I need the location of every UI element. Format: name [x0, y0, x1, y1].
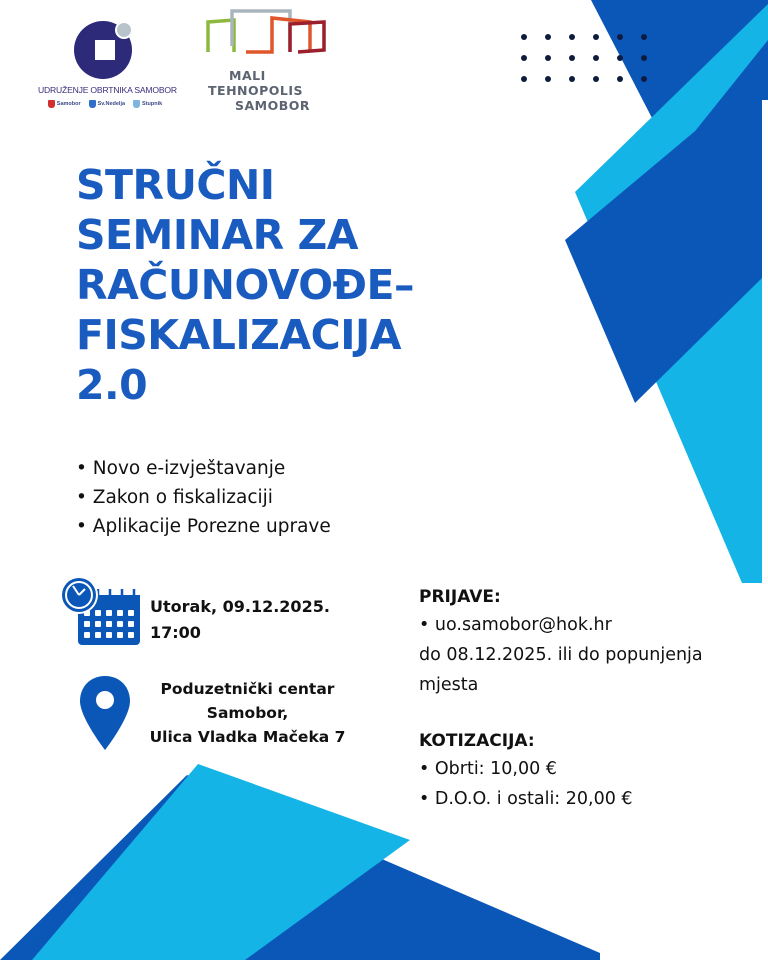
udruzenje-logo-mark-icon	[73, 18, 137, 80]
calendar-clock-icon	[60, 575, 142, 647]
seminar-title	[76, 160, 414, 410]
shape-right-margin	[762, 100, 768, 600]
dot	[641, 34, 647, 40]
registration-deadline: do 08.12.2025. ili do popunjenja	[419, 645, 703, 665]
logo-udruzenje-obrtnika	[38, 18, 177, 108]
dot	[593, 55, 599, 61]
registration-deadline-cont: mjesta	[419, 675, 479, 695]
dot	[617, 76, 623, 82]
event-date: Utorak, 09.12.2025.	[150, 597, 330, 616]
dot	[617, 34, 623, 40]
topic-item: • Aplikacije Porezne uprave	[76, 516, 331, 537]
town-stupnik: Stupnik	[133, 100, 162, 108]
title-line: FISKALIZACIJA	[76, 311, 401, 359]
title-line: 2.0	[76, 361, 148, 409]
topic-item: • Novo e-izvještavanje	[76, 458, 286, 479]
udruzenje-name: UDRUŽENJE OBRTNIKA SAMOBOR	[38, 85, 177, 95]
dot	[569, 34, 575, 40]
registration-heading: PRIJAVE:	[419, 587, 501, 607]
decorative-dots-grid	[521, 34, 647, 82]
town-samobor: Samobor	[48, 100, 81, 108]
location-line: Poduzetnički centar	[160, 680, 335, 698]
event-location	[140, 677, 355, 749]
map-pin-icon	[78, 674, 132, 752]
location-line: Samobor,	[206, 704, 289, 722]
sv-nedelja-crest-icon	[89, 100, 96, 108]
dot	[641, 76, 647, 82]
info-column	[419, 584, 759, 814]
stupnik-crest-icon	[133, 100, 140, 108]
dot	[593, 76, 599, 82]
dot	[521, 76, 527, 82]
samobor-crest-icon	[48, 100, 55, 108]
dot	[545, 76, 551, 82]
town-sv-nedelja: Sv.Nedelja	[89, 100, 125, 108]
dot	[641, 55, 647, 61]
fee-heading: KOTIZACIJA:	[419, 731, 535, 751]
logo-mali-tehnopolis	[200, 8, 330, 113]
title-line: SEMINAR ZA	[76, 211, 358, 259]
dot	[569, 55, 575, 61]
topics-list	[76, 454, 331, 541]
tehnopolis-wordmark: MALI TEHNOPOLIS SAMOBOR	[208, 68, 311, 113]
dot	[545, 34, 551, 40]
fee-item: • D.O.O. i ostali: 20,00 €	[419, 789, 633, 809]
event-datetime	[150, 594, 330, 646]
dot	[545, 55, 551, 61]
registration-email[interactable]: • uo.samobor@hok.hr	[419, 615, 612, 635]
dot	[521, 55, 527, 61]
dot	[617, 55, 623, 61]
dot	[569, 76, 575, 82]
event-time: 17:00	[150, 623, 201, 642]
location-line: Ulica Vladka Mačeka 7	[149, 728, 346, 746]
spacer	[419, 700, 759, 728]
town-crests	[38, 100, 172, 108]
fee-item: • Obrti: 10,00 €	[419, 759, 557, 779]
dot	[593, 34, 599, 40]
tehnopolis-logo-mark-icon	[200, 8, 330, 56]
dot	[521, 34, 527, 40]
topic-item: • Zakon o fiskalizaciji	[76, 487, 273, 508]
title-line: STRUČNI	[76, 161, 275, 209]
title-line: RAČUNOVOĐE–	[76, 261, 414, 309]
